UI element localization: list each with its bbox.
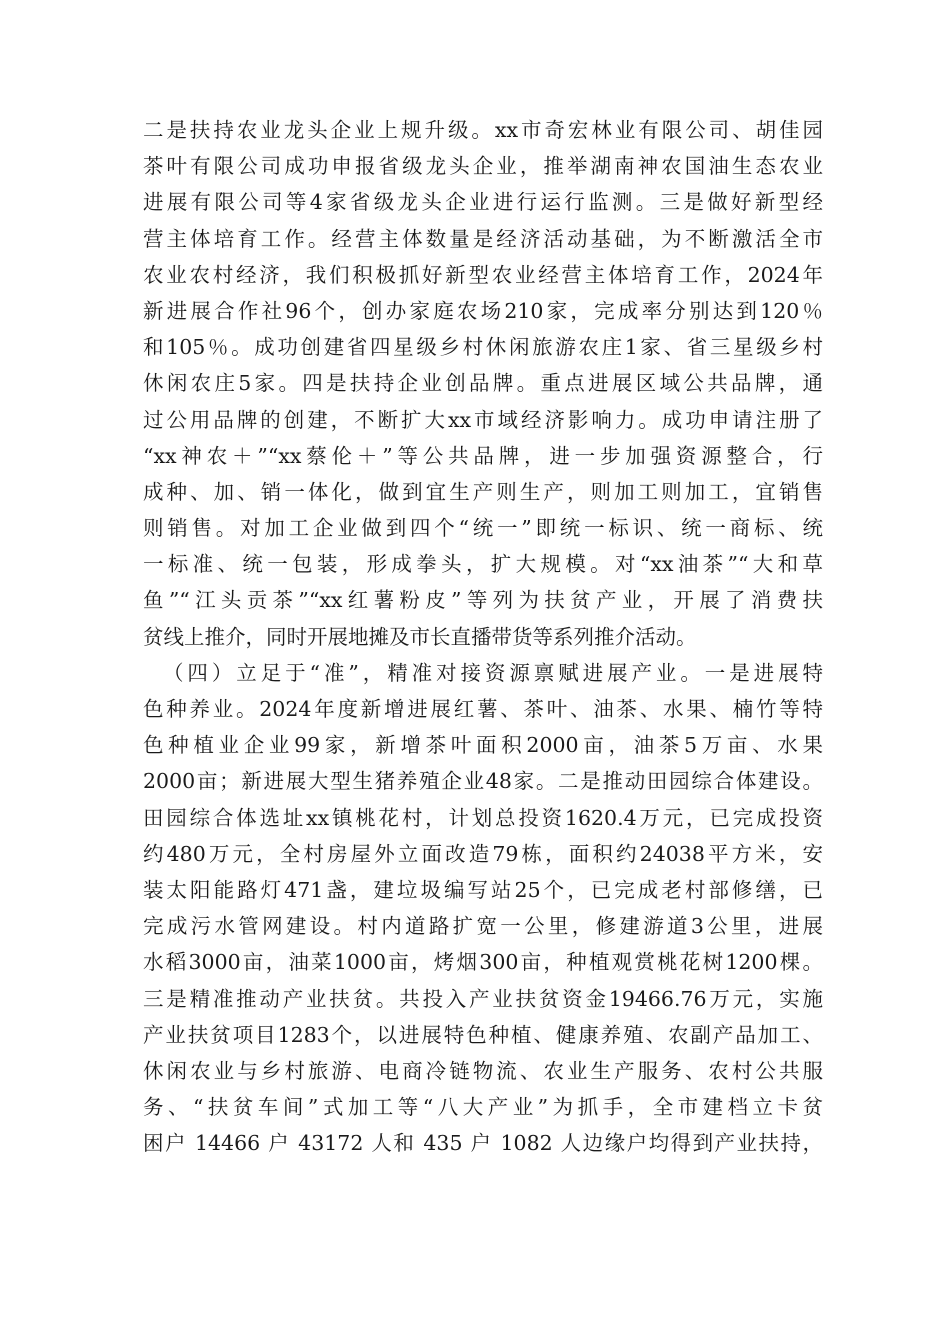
document-line: 新进展合作社96个，创办家庭农场210家，完成率分别达到120％ — [143, 298, 823, 323]
document-line: 贫线上推介，同时开展地摊及市长直播带货等系列推介活动。 — [143, 624, 697, 649]
document-line: 农业农村经济，我们积极抓好新型农业经营主体培育工作，2024年 — [143, 262, 823, 287]
document-line: （四）立足于“准”，精准对接资源禀赋进展产业。一是进展特 — [163, 660, 823, 685]
document-line: 鱼”“江头贡茶”“xx红薯粉皮”等列为扶贫产业，开展了消费扶 — [143, 588, 823, 613]
document-line: 一标准、统一包装，形成拳头，扩大规模。对“xx油茶”“大和草 — [143, 552, 823, 577]
document-line: 过公用品牌的创建，不断扩大xx市域经济影响力。成功申请注册了 — [143, 407, 823, 432]
document-line: 色种植业企业99家，新增茶叶面积2000亩，油茶5万亩、水果 — [143, 733, 823, 758]
document-line: 产业扶贫项目1283个，以进展特色种植、健康养殖、农副产品加工、 — [143, 1022, 823, 1047]
document-line: 约480万元，全村房屋外立面改造79栋，面积约24038平方米，安 — [143, 841, 823, 866]
document-line: 色种养业。2024年度新增进展红薯、茶叶、油茶、水果、楠竹等特 — [143, 697, 823, 721]
document-line: “xx神农＋”“xx蔡伦＋”等公共品牌，进一步加强资源整合，行 — [143, 443, 823, 468]
document-line: 田园综合体选址xx镇桃花村，计划总投资1620.4万元，已完成投资 — [143, 805, 823, 830]
document-line: 休闲农业与乡村旅游、电商冷链物流、农业生产服务、农村公共服 — [143, 1058, 823, 1083]
document-line: 二是扶持农业龙头企业上规升级。xx市奇宏林业有限公司、胡佳园 — [143, 118, 823, 142]
document-line: 2000亩；新进展大型生猪养殖企业48家。二是推动田园综合体建设。 — [143, 769, 823, 794]
document-line: 成种、加、销一体化，做到宜生产则生产，则加工则加工，宜销售 — [143, 479, 823, 504]
document-line: 茶叶有限公司成功申报省级龙头企业，推举湖南神农国油生态农业 — [143, 154, 823, 179]
document-line: 水稻3000亩，油菜1000亩，烤烟300亩，种植观赏桃花树1200棵。 — [143, 950, 823, 975]
document-line: 则销售。对加工企业做到四个“统一”即统一标识、统一商标、统 — [143, 516, 823, 541]
document-line: 三是精准推动产业扶贫。共投入产业扶贫资金19466.76万元，实施 — [143, 986, 823, 1011]
document-line: 务、“扶贫车间”式加工等“八大产业”为抓手，全市建档立卡贫 — [143, 1095, 823, 1120]
document-body — [143, 112, 823, 1161]
document-line: 休闲农庄5家。四是扶持企业创品牌。重点进展区域公共品牌，通 — [143, 371, 823, 396]
document-line: 营主体培育工作。经营主体数量是经济活动基础，为不断激活全市 — [143, 226, 823, 251]
document-line: 和105％。成功创建省四星级乡村休闲旅游农庄1家、省三星级乡村 — [143, 335, 823, 360]
document-line: 完成污水管网建设。村内道路扩宽一公里，修建游道3公里，进展 — [143, 914, 823, 939]
document-line: 困户 14466 户 43172 人和 435 户 1082 人边缘户均得到产业扶持， — [143, 1131, 823, 1156]
document-line: 装太阳能路灯471盏，建垃圾编写站25个，已完成老村部修缮，已 — [143, 877, 823, 902]
document-line: 进展有限公司等4家省级龙头企业进行运行监测。三是做好新型经 — [143, 190, 823, 215]
